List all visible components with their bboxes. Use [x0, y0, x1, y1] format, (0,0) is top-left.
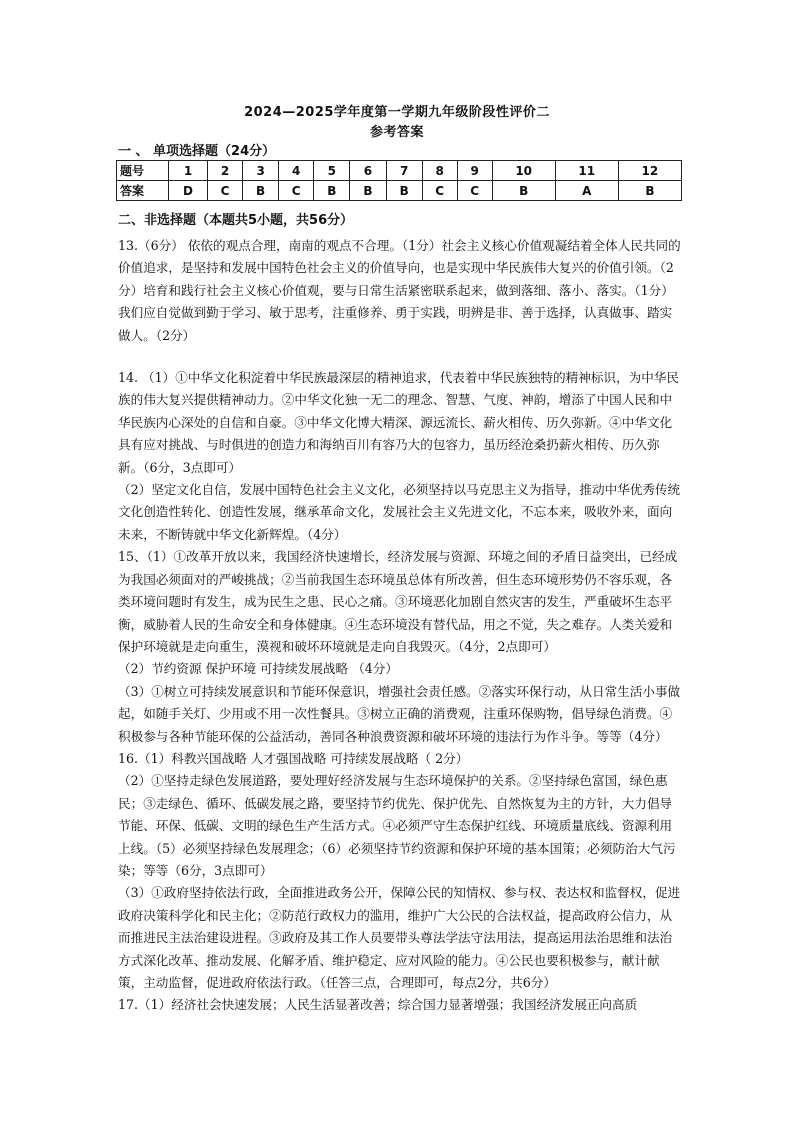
- answer-cell: B: [243, 181, 279, 201]
- question-number-cell: 7: [386, 161, 422, 181]
- answer-paragraph-q14-1: 14. （1）①中华文化积淀着中华民族最深层的精神追求，代表着中华民族独特的精神标识，为中华民族的伟大复兴提供精神动力。②中华文化独一无二的理念、智慧、气度、神韵，增添了中国人民和中华民族内心深处的自信和自豪。③中华文化博大精深、源远流长、薪火相传、历久弥新。④中华文化具有应对挑战、与时俱进的创造力和海纳百川有容乃大的包容力，虽历经沧桑扔薪火相传、历久弥新。（6分，3点即可）: [118, 370, 679, 475]
- question-number-cell: 2: [208, 161, 243, 181]
- answer-paragraph-q16-3: （3）①政府坚持依法行政，全面推进政务公开，保障公民的知情权、参与权、表达权和监督权，促进政府决策科学化和民主化；②防范行政权力的滥用，维护广大公民的合法权益，提高政府公信力，从而推进民主法治建设进程。③政府及其工作人员要带头尊法学法守法用法，提高运用法治思维和法治方式深化改革、推动发展、化解矛盾、维护稳定、应对风险的能力。④公民也要积极参与，献计献策，主动监督，促进政府依法行政。（任答三点，合理即可，每点2分，共6分）: [118, 885, 681, 990]
- answer-paragraph-q13: 13.（6分） 依依的观点合理，南南的观点不合理。（1分）社会主义核心价值观凝结着全体人民共同的价值追求，是坚持和发展中国特色社会主义的价值导向，也是实现中华民族伟大复兴的价值引领。（2分）培育和践行社会主义核心价值观，要与日常生活紧密联系起来，做到落细、落小、落实。（1分）我们应自觉做到勤于学习、敏于思考，注重修养、勇于实践，明辨是非、善于选择，认真做事、踏实做人。（2分）: [118, 238, 681, 343]
- question-number-row: [117, 161, 682, 181]
- question-number-cell: 5: [314, 161, 350, 181]
- question-number-cell: 8: [422, 161, 457, 181]
- question-number-cell: 10: [492, 161, 555, 181]
- question-number-cell: 6: [350, 161, 386, 181]
- answer-table: [116, 160, 682, 201]
- answer-cell: B: [314, 181, 350, 201]
- answer-cell: C: [457, 181, 492, 201]
- answer-row: [117, 181, 682, 201]
- question-number-cell: 1: [169, 161, 208, 181]
- question-number-cell: 9: [457, 161, 492, 181]
- section2-heading: 二、非选择题（本题共5小题，共56分）: [118, 213, 354, 228]
- answer-cell: B: [350, 181, 386, 201]
- answer-paragraph-q16-2: （2）①坚持走绿色发展道路，要处理好经济发展与生态环境保护的关系。②坚持绿色富国，绿色惠民；③走绿色、循环、低碳发展之路，要坚持节约优先、保护优先、自然恢复为主的方针，大力倡导节能、环保、低碳、文明的绿色生产生活方式。④必须严守生态保护红线、环境质量底线、资源利用上线。（5）必须坚持绿色发展理念；（6）必须坚持节约资源和保护环境的基本国策；必须防治大气污染；等等（6分，3点即可）: [118, 773, 676, 878]
- answer-cell: D: [169, 181, 208, 201]
- answer-paragraph-q15-2: （2）节约资源 保护环境 可持续发展战略 （4分）: [118, 661, 398, 677]
- question-number-cell: 3: [243, 161, 279, 181]
- answer-paragraph-q14-2: （2）坚定文化自信，发展中国特色社会主义文化，必须坚持以马克思主义为指导，推动中华优秀传统文化创造性转化、创造性发展，继承革命文化，发展社会主义先进文化，不忘本来，吸收外来，面向未来，不断铸就中华文化新辉煌。（4分）: [118, 482, 681, 542]
- answer-cell: B: [618, 181, 681, 201]
- answer-cell: C: [279, 181, 314, 201]
- page-subtitle: 参考答案: [369, 125, 424, 140]
- answer-cell: A: [555, 181, 618, 201]
- answer-cell: C: [422, 181, 457, 201]
- answer-paragraph-q15-1: 15、（1）①改革开放以来，我国经济快速增长，经济发展与资源、环境之间的矛盾日益突出，已经成为我国必须面对的严峻挑战；②当前我国生态环境虽总体有所改善，但生态环境形势仍不容乐观，各类环境问题时有发生，成为民生之患、民心之痛。③环境恶化加剧自然灾害的发生，严重破坏生态平衡，威胁着人民的生命安全和身体健康。④生态环境没有替代品，用之不觉，失之难存。人类关爱和保护环境就是走向重生，漠视和破坏环境就是走向自我毁灭。（4分，2点即可）: [118, 549, 678, 654]
- question-number-cell: 12: [618, 161, 681, 181]
- answer-body: [118, 235, 684, 1017]
- section1-heading: 一 、 单项选择题（24分）: [118, 144, 276, 159]
- answer-paragraph-q15-3: （3）①树立可持续发展意识和节能环保意识，增强社会责任感。②落实环保行动，从日常生活小事做起，如随手关灯、少用或不用一次性餐具。③树立正确的消费观，注重环保购物，倡导绿色消费。④积极参与各种节能环保的公益活动，善同各种浪费资源和破坏环境的违法行为作斗争。等等（4分）: [118, 683, 681, 744]
- row-label-answer: 答案: [117, 181, 169, 201]
- question-number-cell: 11: [555, 161, 618, 181]
- answer-cell: B: [386, 181, 422, 201]
- answer-paragraph-q17-1: 17.（1）经济社会快速发展；人民生活显著改善；综合国力显著增强；我国经济发展正向高质: [118, 997, 638, 1013]
- question-number-cell: 4: [279, 161, 314, 181]
- page-title: 2024—2025学年度第一学期九年级阶段性评价二: [244, 105, 550, 120]
- answer-cell: B: [492, 181, 555, 201]
- answer-paragraph-q16-1: 16.（1）科教兴国战略 人才强国战略 可持续发展战略（ 2分）: [118, 750, 469, 766]
- answer-cell: C: [208, 181, 243, 201]
- row-label-number: 题号: [117, 161, 169, 181]
